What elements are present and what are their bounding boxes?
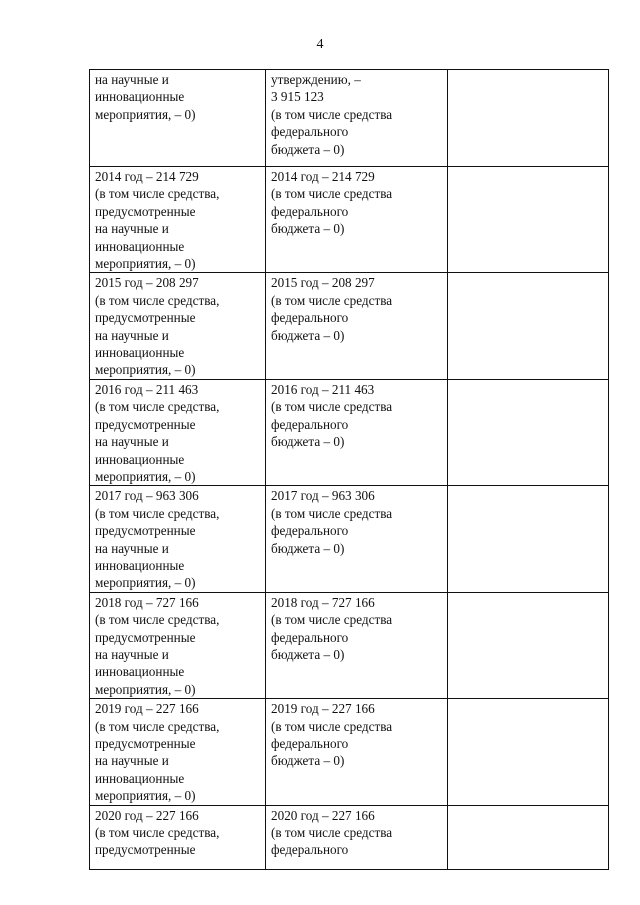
cell-text-line: инновационные <box>95 238 185 254</box>
cell-text-line: 2018 год – 727 166 <box>271 594 375 610</box>
table-body <box>90 70 609 870</box>
cell-text-line: бюджета – 0) <box>271 327 345 343</box>
cell-text-line: 2017 год – 963 306 <box>271 488 375 504</box>
table-cell-3 <box>448 805 609 869</box>
table-row <box>90 486 609 592</box>
cell-text-line: федерального <box>271 310 349 326</box>
cell-text-line: (в том числе средства, <box>95 292 220 308</box>
cell-text-line: 2019 год – 227 166 <box>271 701 375 717</box>
cell-text-line: (в том числе средства <box>271 399 393 415</box>
cell-text-line: инновационные <box>95 451 185 467</box>
table-cell-3 <box>448 592 609 698</box>
cell-text-line: 2020 год – 227 166 <box>95 807 199 823</box>
cell-text-line: предусмотренные <box>95 736 196 751</box>
cell-text-line: (в том числе средства <box>271 505 393 521</box>
table-row <box>90 167 609 273</box>
cell-text-line: бюджета – 0) <box>271 540 345 556</box>
table-row <box>90 805 609 869</box>
cell-text-line: федерального <box>271 629 349 645</box>
cell-text-line: мероприятия, – 0) <box>95 575 196 591</box>
cell-text-line: 2015 год – 208 297 <box>95 275 199 291</box>
cell-text-line: 2016 год – 211 463 <box>271 381 375 397</box>
cell-text-line: мероприятия, – 0) <box>95 256 196 272</box>
cell-text-line: на научные и <box>95 434 169 450</box>
table-cell-2 <box>266 379 448 485</box>
cell-text-line: бюджета – 0) <box>271 434 345 450</box>
cell-text-line: 3 915 123 <box>271 89 324 105</box>
table-cell-1 <box>90 379 266 485</box>
cell-text-line: на научные и <box>95 72 169 87</box>
table-cell-1 <box>90 592 266 698</box>
cell-text-line: мероприятия, – 0) <box>95 788 196 804</box>
cell-text-line: инновационные <box>95 345 185 361</box>
cell-text-line: (в том числе средства <box>271 106 393 122</box>
cell-text-line: мероприятия, – 0) <box>95 468 196 484</box>
cell-text-line: 2019 год – 227 166 <box>95 701 199 717</box>
cell-text-line: на научные и <box>95 646 169 662</box>
cell-text-line: 2017 год – 963 306 <box>95 488 199 504</box>
cell-text-line: инновационные <box>95 557 185 573</box>
cell-text-line: (в том числе средства, <box>95 505 220 521</box>
cell-text-line: 2015 год – 208 297 <box>271 275 375 291</box>
table-cell-3 <box>448 70 609 167</box>
cell-text-line: (в том числе средства <box>271 612 393 628</box>
cell-text-line: федерального <box>271 203 349 219</box>
table-cell-3 <box>448 699 609 805</box>
cell-text-line: 2014 год – 214 729 <box>271 169 375 184</box>
cell-text-line: (в том числе средства <box>271 825 393 841</box>
table-row <box>90 273 609 379</box>
cell-text-line: федерального <box>271 523 349 539</box>
table-cell-1 <box>90 699 266 805</box>
table-cell-2 <box>266 70 448 167</box>
cell-text-line: на научные и <box>95 221 169 237</box>
cell-text-line: инновационные <box>95 89 185 105</box>
cell-text-line: (в том числе средства, <box>95 825 220 841</box>
cell-text-line: (в том числе средства, <box>95 399 220 415</box>
table-cell-2 <box>266 592 448 698</box>
table-cell-1 <box>90 805 266 869</box>
cell-text-line: предусмотренные <box>95 310 196 326</box>
table-cell-1 <box>90 167 266 273</box>
table-cell-1 <box>90 273 266 379</box>
cell-text-line: на научные и <box>95 753 169 769</box>
cell-text-line: 2014 год – 214 729 <box>95 169 199 184</box>
cell-text-line: предусмотренные <box>95 629 196 645</box>
cell-text-line: инновационные <box>95 770 185 786</box>
table-cell-2 <box>266 805 448 869</box>
table-cell-2 <box>266 167 448 273</box>
table-cell-2 <box>266 273 448 379</box>
cell-text-line: утверждению, – <box>271 72 361 87</box>
table-cell-2 <box>266 486 448 592</box>
table-cell-3 <box>448 167 609 273</box>
table-cell-2 <box>266 699 448 805</box>
cell-text-line: мероприятия, – 0) <box>95 681 196 697</box>
cell-text-line: мероприятия, – 0) <box>95 106 196 122</box>
cell-text-line: (в том числе средства <box>271 292 393 308</box>
cell-text-line: предусмотренные <box>95 523 196 539</box>
cell-text-line: федерального <box>271 124 349 140</box>
cell-text-line: инновационные <box>95 664 185 680</box>
cell-text-line: 2016 год – 211 463 <box>95 381 199 397</box>
cell-text-line: бюджета – 0) <box>271 221 345 237</box>
cell-text-line: на научные и <box>95 327 169 343</box>
cell-text-line: (в том числе средства <box>271 718 393 734</box>
table-row <box>90 592 609 698</box>
table-cell-1 <box>90 70 266 167</box>
page-number: 4 <box>316 37 324 52</box>
cell-text-line: 2020 год – 227 166 <box>271 807 375 823</box>
cell-text-line: (в том числе средства, <box>95 612 220 628</box>
table-cell-1 <box>90 486 266 592</box>
cell-text-line: предусмотренные <box>95 203 196 219</box>
cell-text-line: предусмотренные <box>95 842 196 858</box>
table-row <box>90 379 609 485</box>
cell-text-line: бюджета – 0) <box>271 646 345 662</box>
table-cell-3 <box>448 486 609 592</box>
cell-text-line: мероприятия, – 0) <box>95 362 196 378</box>
cell-text-line: бюджета – 0) <box>271 753 345 769</box>
budget-table <box>89 69 609 870</box>
cell-text-line: (в том числе средства, <box>95 186 220 202</box>
table-row <box>90 70 609 167</box>
cell-text-line: на научные и <box>95 540 169 556</box>
cell-text-line: (в том числе средства, <box>95 718 220 734</box>
cell-text-line: предусмотренные <box>95 416 196 432</box>
table-cell-3 <box>448 379 609 485</box>
cell-text-line: федерального <box>271 842 349 858</box>
cell-text-line: федерального <box>271 416 349 432</box>
cell-text-line: бюджета – 0) <box>271 141 345 157</box>
table-row <box>90 699 609 805</box>
cell-text-line: 2018 год – 727 166 <box>95 594 199 610</box>
table-cell-3 <box>448 273 609 379</box>
cell-text-line: (в том числе средства <box>271 186 393 202</box>
cell-text-line: федерального <box>271 736 349 751</box>
